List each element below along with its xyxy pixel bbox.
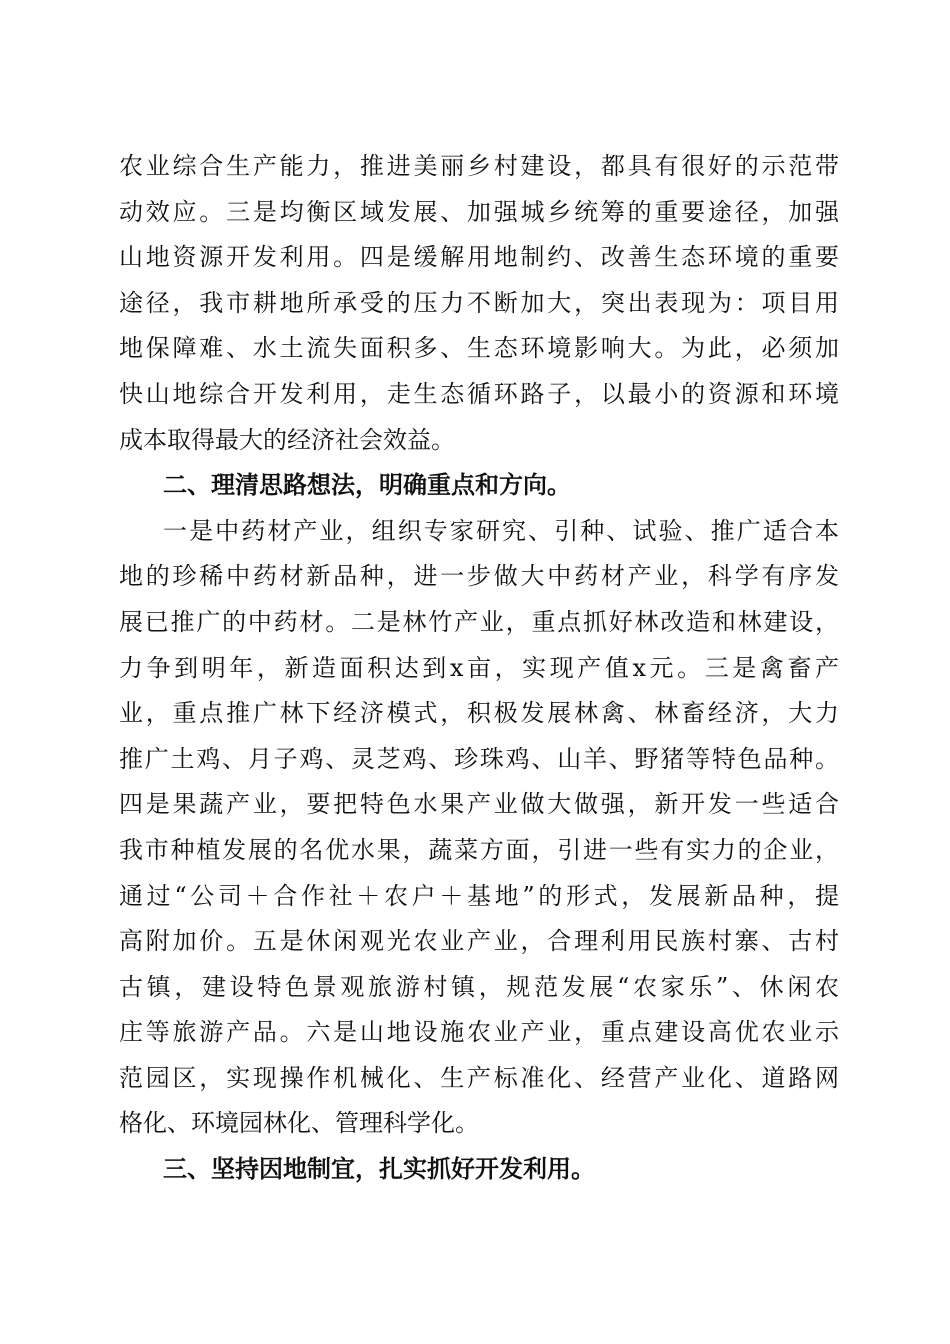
paragraph-line: 地的珍稀中药材新品种，进一步做大中药材产业，科学有序发 bbox=[119, 562, 839, 591]
paragraph-line: 山地资源开发利用。四是缓解用地制约、改善生态环境的重要 bbox=[119, 243, 839, 272]
section-heading-3: 三、坚持因地制宜，扎实抓好开发利用。 bbox=[163, 1155, 595, 1184]
section-heading-2: 二、理清思路想法，明确重点和方向。 bbox=[163, 471, 571, 500]
paragraph-line: 地保障难、水土流失面积多、生态环境影响大。为此，必须加 bbox=[119, 334, 839, 363]
paragraph-line: 一是中药材产业，组织专家研究、引种、试验、推广适合本 bbox=[163, 516, 839, 545]
document-body bbox=[119, 144, 839, 1193]
paragraph-line: 成本取得最大的经济社会效益。 bbox=[119, 425, 455, 454]
paragraph-line: 快山地综合开发利用，走生态循环路子，以最小的资源和环境 bbox=[119, 379, 839, 408]
paragraph-line: 农业综合生产能力，推进美丽乡村建设，都具有很好的示范带 bbox=[119, 152, 839, 180]
paragraph-line: 途径，我市耕地所承受的压力不断加大，突出表现为：项目用 bbox=[119, 288, 839, 317]
paragraph-line: 推广土鸡、月子鸡、灵芝鸡、珍珠鸡、山羊、野猪等特色品种。 bbox=[119, 744, 839, 773]
paragraph-line: 我市种植发展的名优水果，蔬菜方面，引进一些有实力的企业， bbox=[119, 835, 839, 864]
paragraph-line: 四是果蔬产业，要把特色水果产业做大做强，新开发一些适合 bbox=[119, 790, 839, 819]
paragraph-line: 古镇，建设特色景观旅游村镇，规范发展“农家乐”、休闲农 bbox=[119, 972, 839, 1001]
paragraph-line: 高附加价。五是休闲观光农业产业，合理利用民族村寨、古村 bbox=[119, 927, 839, 956]
paragraph-line: 范园区，实现操作机械化、生产标准化、经营产业化、道路网 bbox=[119, 1063, 839, 1092]
paragraph-line: 业，重点推广林下经济模式，积极发展林禽、林畜经济，大力 bbox=[119, 699, 839, 728]
paragraph-line: 力争到明年，新造面积达到x亩，实现产值x元。三是禽畜产 bbox=[119, 653, 839, 682]
paragraph-line: 格化、环境园林化、管理科学化。 bbox=[119, 1109, 479, 1138]
paragraph-line: 动效应。三是均衡区域发展、加强城乡统筹的重要途径，加强 bbox=[119, 197, 839, 226]
paragraph-line: 展已推广的中药材。二是林竹产业，重点抓好林改造和林建设， bbox=[119, 607, 839, 636]
paragraph-line: 通过“公司＋合作社＋农户＋基地”的形式，发展新品种，提 bbox=[119, 881, 839, 910]
paragraph-line: 庄等旅游产品。六是山地设施农业产业，重点建设高优农业示 bbox=[119, 1018, 839, 1047]
